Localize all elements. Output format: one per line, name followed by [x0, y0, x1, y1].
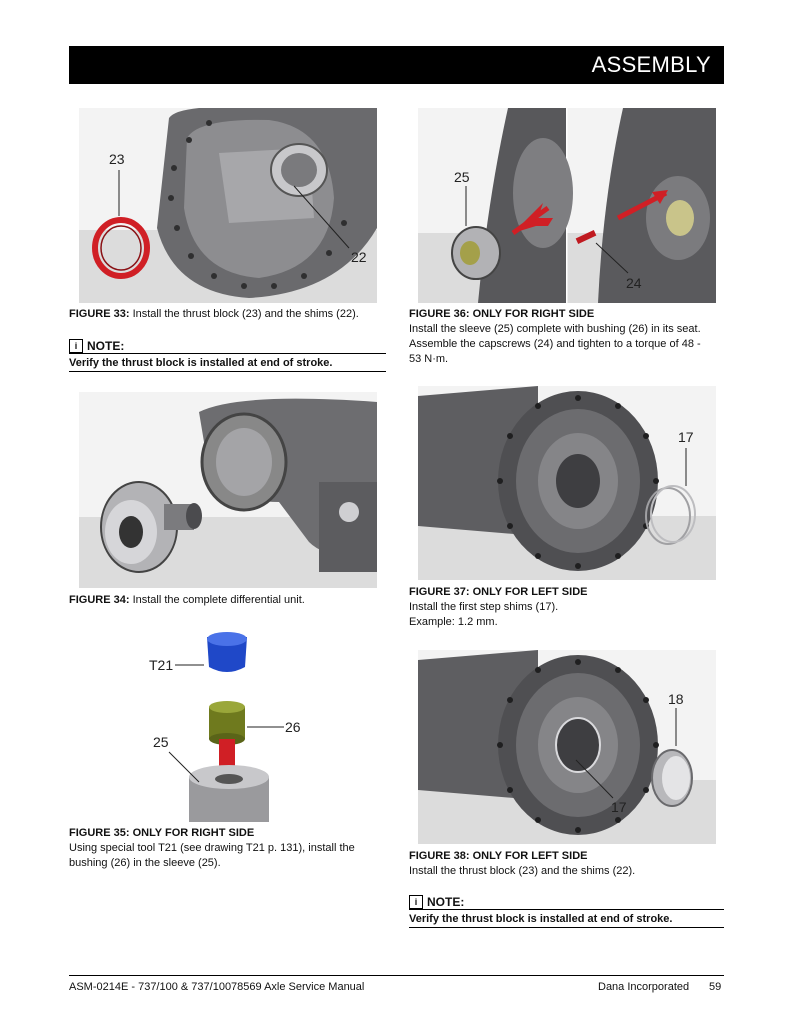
- figure-35-callout-25: 25: [153, 734, 169, 750]
- figure-36-image: [418, 108, 716, 303]
- figure-34-image: [79, 392, 377, 588]
- figure-38-caption: [409, 849, 729, 879]
- note-1-divider-bottom: [69, 371, 386, 372]
- figure-35-text-line-1: Using special tool T21 (see drawing T21 p. 131), install the: [69, 842, 355, 854]
- figure-37-label: FIGURE 37: ONLY FOR LEFT SIDE: [409, 586, 588, 598]
- figure-38-callout-17: 17: [611, 799, 627, 815]
- figure-38-label: FIGURE 38: ONLY FOR LEFT SIDE: [409, 850, 588, 862]
- note-info-icon: i: [409, 895, 423, 909]
- footer-divider: [69, 975, 724, 976]
- figure-33-caption: [69, 307, 389, 322]
- footer-manual-title: ASM-0214E - 737/100 & 737/10078569 Axle Service Manual: [69, 981, 365, 993]
- figure-36-text-line-3: 53 N·m.: [409, 353, 449, 365]
- page-number: 59: [709, 981, 722, 993]
- figure-37-caption: [409, 585, 729, 630]
- figure-33-callout-22: 22: [351, 249, 367, 265]
- note-2-heading: [409, 895, 464, 909]
- figure-37-text-line-1: Install the first step shims (17).: [409, 601, 559, 613]
- figure-36-label: FIGURE 36: ONLY FOR RIGHT SIDE: [409, 308, 595, 320]
- note-2-text: Verify the thrust block is installed at end of stroke.: [409, 913, 673, 925]
- note-info-icon: i: [69, 339, 83, 353]
- figure-36-text-line-1: Install the sleeve (25) complete with bushing (26) in its seat.: [409, 323, 701, 335]
- figure-35-callout-26: 26: [285, 719, 301, 735]
- section-title: ASSEMBLY: [591, 52, 711, 77]
- figure-35-caption: [69, 826, 389, 871]
- figure-33-text: Install the thrust block (23) and the shims (22).: [129, 308, 359, 320]
- figure-36-text-line-2: Assemble the capscrews (24) and tighten to a torque of 48 -: [409, 338, 701, 350]
- figure-35-image: [79, 627, 377, 822]
- note-1-divider-top: [69, 353, 386, 354]
- note-2-label: NOTE:: [427, 895, 465, 909]
- figure-35-label: FIGURE 35: ONLY FOR RIGHT SIDE: [69, 827, 255, 839]
- figure-38-image: [418, 650, 716, 844]
- figure-34-text: Install the complete differential unit.: [129, 594, 305, 606]
- figure-34-caption: [69, 593, 389, 608]
- section-header: [69, 46, 724, 84]
- figure-37-text-line-2: Example: 1.2 mm.: [409, 616, 498, 628]
- note-2-divider-top: [409, 909, 724, 910]
- note-1-text: Verify the thrust block is installed at end of stroke.: [69, 357, 333, 369]
- note-1-label: NOTE:: [87, 339, 125, 353]
- figure-34-label: FIGURE 34:: [69, 594, 130, 606]
- note-1-heading: [69, 339, 124, 353]
- figure-37-image: [418, 386, 716, 580]
- figure-38-text-line-1: Install the thrust block (23) and the shims (22).: [409, 865, 636, 877]
- figure-35-text-line-2: bushing (26) in the sleeve (25).: [69, 857, 221, 869]
- figure-35-callout-t21: T21: [149, 657, 174, 673]
- figure-36-caption: [409, 307, 729, 367]
- figure-36-callout-24: 24: [626, 275, 642, 291]
- figure-33-callout-23: 23: [109, 151, 125, 167]
- figure-37-callout-17: 17: [678, 429, 694, 445]
- footer-company: Dana Incorporated: [598, 981, 690, 993]
- figure-33-image: [79, 108, 377, 303]
- figure-33-label: FIGURE 33:: [69, 308, 130, 320]
- figure-38-callout-18: 18: [668, 691, 684, 707]
- figure-36-callout-25: 25: [454, 169, 470, 185]
- note-2-divider-bottom: [409, 927, 724, 928]
